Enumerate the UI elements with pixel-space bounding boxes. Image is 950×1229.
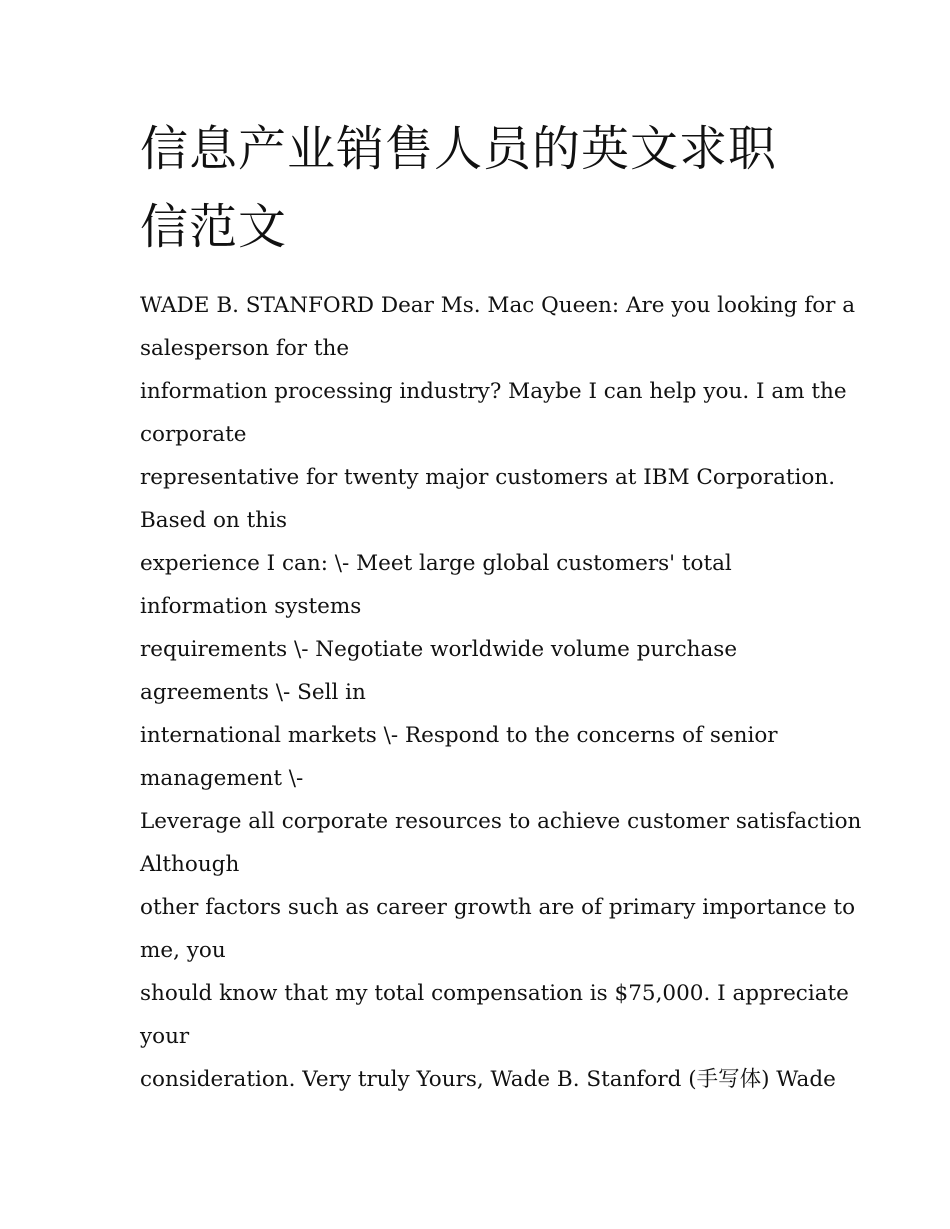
text-line: WADE B. STANFORD Dear Ms. Mac Queen: Are you looking for a [140, 293, 856, 318]
text-line: your [140, 1024, 190, 1049]
document-page [140, 110, 862, 1101]
title-line-2: 信范文 [140, 199, 288, 255]
text-line: corporate [140, 422, 247, 447]
text-line: should know that my total compensation is $75,000. I appreciate [140, 981, 849, 1006]
text-line: me, you [140, 938, 226, 963]
text-line: requirements \- Negotiate worldwide volume purchase [140, 637, 738, 662]
text-line: international markets \- Respond to the concerns of senior [140, 723, 778, 748]
text-line: other factors such as career growth are of primary importance to [140, 895, 856, 920]
text-line: Although [140, 852, 240, 877]
text-line: information systems [140, 594, 362, 619]
title-line-1: 信息产业销售人员的英文求职 [140, 121, 778, 177]
text-line: consideration. Very truly Yours, Wade B. Stanford (手写体) Wade [140, 1067, 836, 1092]
text-line: salesperson for the [140, 336, 350, 361]
text-line: agreements \- Sell in [140, 680, 366, 705]
text-line: information processing industry? Maybe I can help you. I am the [140, 379, 847, 404]
text-line: management \- [140, 766, 304, 791]
text-line: representative for twenty major customers at IBM Corporation. [140, 465, 836, 490]
text-line: Leverage all corporate resources to achieve customer satisfaction [140, 809, 862, 834]
document-title [140, 110, 820, 266]
text-line: experience I can: \- Meet large global customers' total [140, 551, 732, 576]
letter-body [140, 284, 862, 1101]
text-line: Based on this [140, 508, 287, 533]
